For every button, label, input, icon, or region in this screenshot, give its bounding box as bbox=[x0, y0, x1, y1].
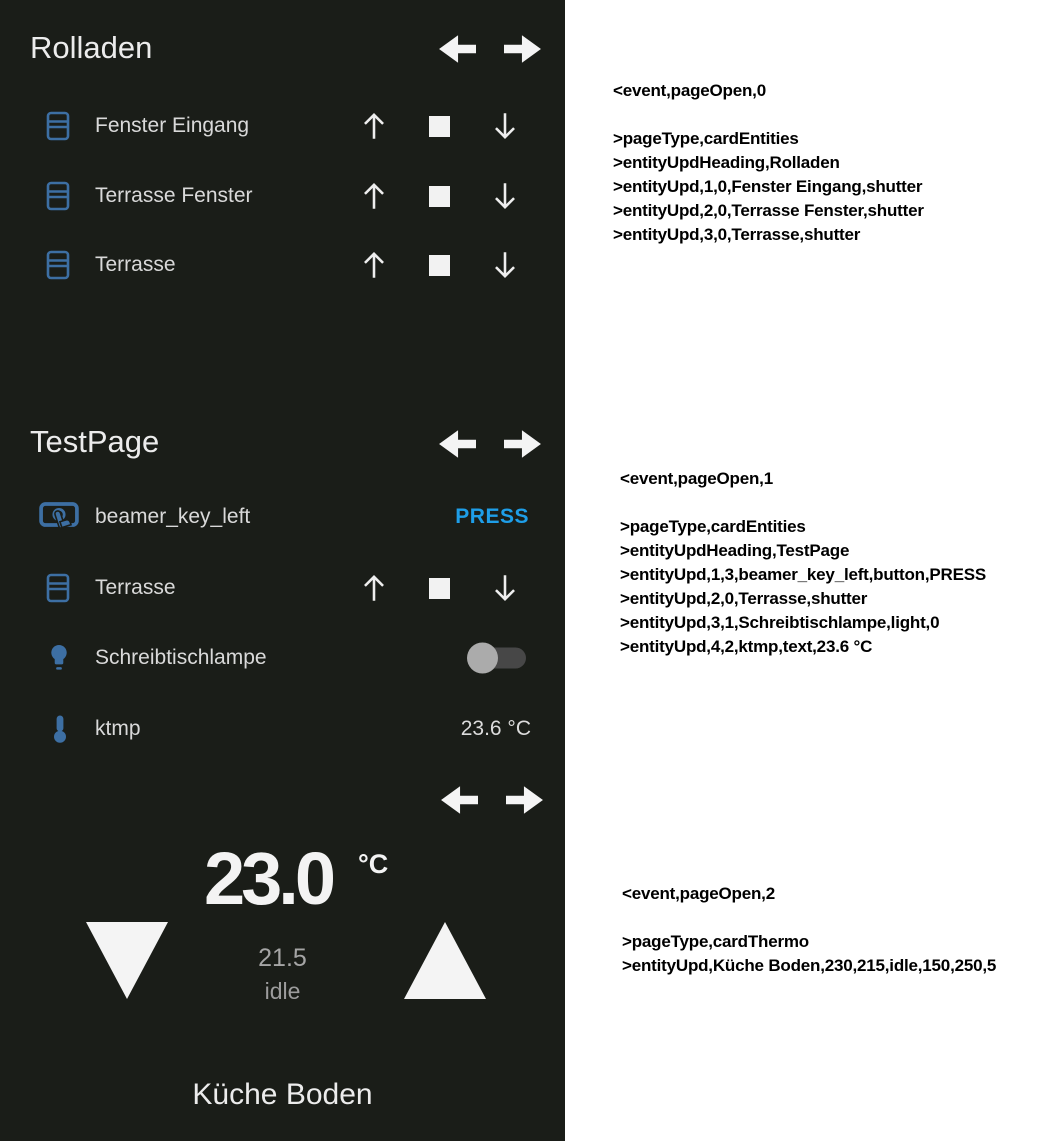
thermostat-name: Küche Boden bbox=[192, 1078, 373, 1111]
toggle-knob bbox=[467, 643, 498, 674]
protocol-line: >entityUpd,1,3,beamer_key_left,button,PRESS bbox=[620, 565, 986, 584]
shutter-up-button[interactable] bbox=[359, 570, 389, 606]
prev-page-button[interactable] bbox=[438, 34, 476, 64]
shutter-down-button[interactable] bbox=[490, 570, 520, 606]
shutter-up-button[interactable] bbox=[359, 247, 389, 283]
target-temperature: 21.5 bbox=[258, 944, 307, 972]
entity-row-ktmp bbox=[0, 698, 565, 760]
shutter-down-button[interactable] bbox=[490, 108, 520, 144]
protocol-line: >pageType,cardEntities bbox=[613, 129, 799, 148]
entity-label: beamer_key_left bbox=[95, 505, 251, 528]
stop-square-icon bbox=[429, 116, 450, 137]
entity-label: ktmp bbox=[95, 717, 141, 740]
arrow-left-bold-icon bbox=[440, 785, 478, 815]
protocol-block-page0 bbox=[613, 79, 924, 247]
shutter-stop-button[interactable] bbox=[424, 178, 454, 214]
shutter-stop-button[interactable] bbox=[424, 570, 454, 606]
arrow-up-icon bbox=[361, 249, 387, 281]
prev-page-button[interactable] bbox=[438, 429, 476, 459]
temperature-unit: °C bbox=[358, 849, 389, 879]
window-shutter-icon bbox=[46, 250, 70, 280]
next-page-button[interactable] bbox=[504, 429, 542, 459]
stop-square-icon bbox=[429, 186, 450, 207]
arrow-up-icon bbox=[361, 180, 387, 212]
shutter-down-button[interactable] bbox=[490, 178, 520, 214]
arrow-right-bold-icon bbox=[504, 34, 542, 64]
arrow-right-bold-icon bbox=[504, 429, 542, 459]
protocol-line: >entityUpd,3,1,Schreibtischlampe,light,0 bbox=[620, 613, 940, 632]
shutter-up-button[interactable] bbox=[359, 108, 389, 144]
protocol-event-line: <event,pageOpen,2 bbox=[622, 884, 775, 903]
entity-row-fenster-eingang bbox=[0, 95, 565, 157]
shutter-down-button[interactable] bbox=[490, 247, 520, 283]
press-button[interactable]: PRESS bbox=[455, 505, 529, 528]
protocol-block-page2 bbox=[622, 882, 996, 978]
stop-square-icon bbox=[429, 255, 450, 276]
entity-label: Fenster Eingang bbox=[95, 114, 250, 137]
card-heading-rolladen: Rolladen bbox=[30, 30, 153, 65]
protocol-block-page1 bbox=[620, 467, 986, 659]
next-page-button[interactable] bbox=[504, 34, 542, 64]
entity-row-terrasse bbox=[0, 557, 565, 619]
protocol-event-line: <event,pageOpen,0 bbox=[613, 81, 766, 100]
entity-row-terrasse bbox=[0, 234, 565, 296]
shutter-stop-button[interactable] bbox=[424, 108, 454, 144]
window-shutter-icon bbox=[46, 111, 70, 141]
shutter-up-button[interactable] bbox=[359, 178, 389, 214]
entity-label: Schreibtischlampe bbox=[95, 646, 267, 669]
lightbulb-icon bbox=[46, 643, 72, 674]
entity-label: Terrasse bbox=[95, 576, 176, 599]
arrow-left-bold-icon bbox=[438, 34, 476, 64]
protocol-line: >entityUpdHeading,TestPage bbox=[620, 541, 850, 560]
protocol-line: >entityUpd,4,2,ktmp,text,23.6 °C bbox=[620, 637, 873, 656]
protocol-line: >entityUpd,2,0,Terrasse,shutter bbox=[620, 589, 868, 608]
arrow-down-icon bbox=[492, 180, 518, 212]
protocol-line: >pageType,cardEntities bbox=[620, 517, 806, 536]
protocol-line: >pageType,cardThermo bbox=[622, 932, 809, 951]
entity-label: Terrasse Fenster bbox=[95, 184, 253, 207]
window-shutter-icon bbox=[46, 181, 70, 211]
arrow-right-bold-icon bbox=[506, 785, 544, 815]
light-toggle-switch[interactable] bbox=[467, 643, 526, 674]
arrow-up-icon bbox=[361, 572, 387, 604]
arrow-up-icon bbox=[361, 110, 387, 142]
gesture-tap-button-icon bbox=[38, 499, 80, 535]
current-temperature: 23.0 bbox=[204, 837, 333, 920]
stop-square-icon bbox=[429, 578, 450, 599]
arrow-down-icon bbox=[492, 572, 518, 604]
protocol-line: >entityUpd,1,0,Fenster Eingang,shutter bbox=[613, 177, 923, 196]
arrow-down-icon bbox=[492, 249, 518, 281]
hvac-state: idle bbox=[264, 978, 301, 1004]
next-page-button[interactable] bbox=[506, 785, 544, 815]
card-heading-testpage: TestPage bbox=[30, 424, 160, 459]
protocol-line: >entityUpd,2,0,Terrasse Fenster,shutter bbox=[613, 201, 924, 220]
thermometer-icon bbox=[50, 714, 70, 745]
protocol-line: >entityUpd,3,0,Terrasse,shutter bbox=[613, 225, 861, 244]
protocol-line: >entityUpdHeading,Rolladen bbox=[613, 153, 840, 172]
protocol-line: >entityUpd,Küche Boden,230,215,idle,150,250,5 bbox=[622, 956, 997, 975]
temperature-value: 23.6 °C bbox=[460, 717, 531, 740]
protocol-event-line: <event,pageOpen,1 bbox=[620, 469, 773, 488]
window-shutter-icon bbox=[46, 573, 70, 603]
entity-row-beamer-key-left bbox=[0, 486, 565, 548]
shutter-stop-button[interactable] bbox=[424, 247, 454, 283]
entity-label: Terrasse bbox=[95, 253, 176, 276]
prev-page-button[interactable] bbox=[440, 785, 478, 815]
protocol-log bbox=[565, 0, 1045, 1141]
entity-row-schreibtischlampe bbox=[0, 627, 565, 689]
arrow-left-bold-icon bbox=[438, 429, 476, 459]
entity-row-terrasse-fenster bbox=[0, 165, 565, 227]
arrow-down-icon bbox=[492, 110, 518, 142]
